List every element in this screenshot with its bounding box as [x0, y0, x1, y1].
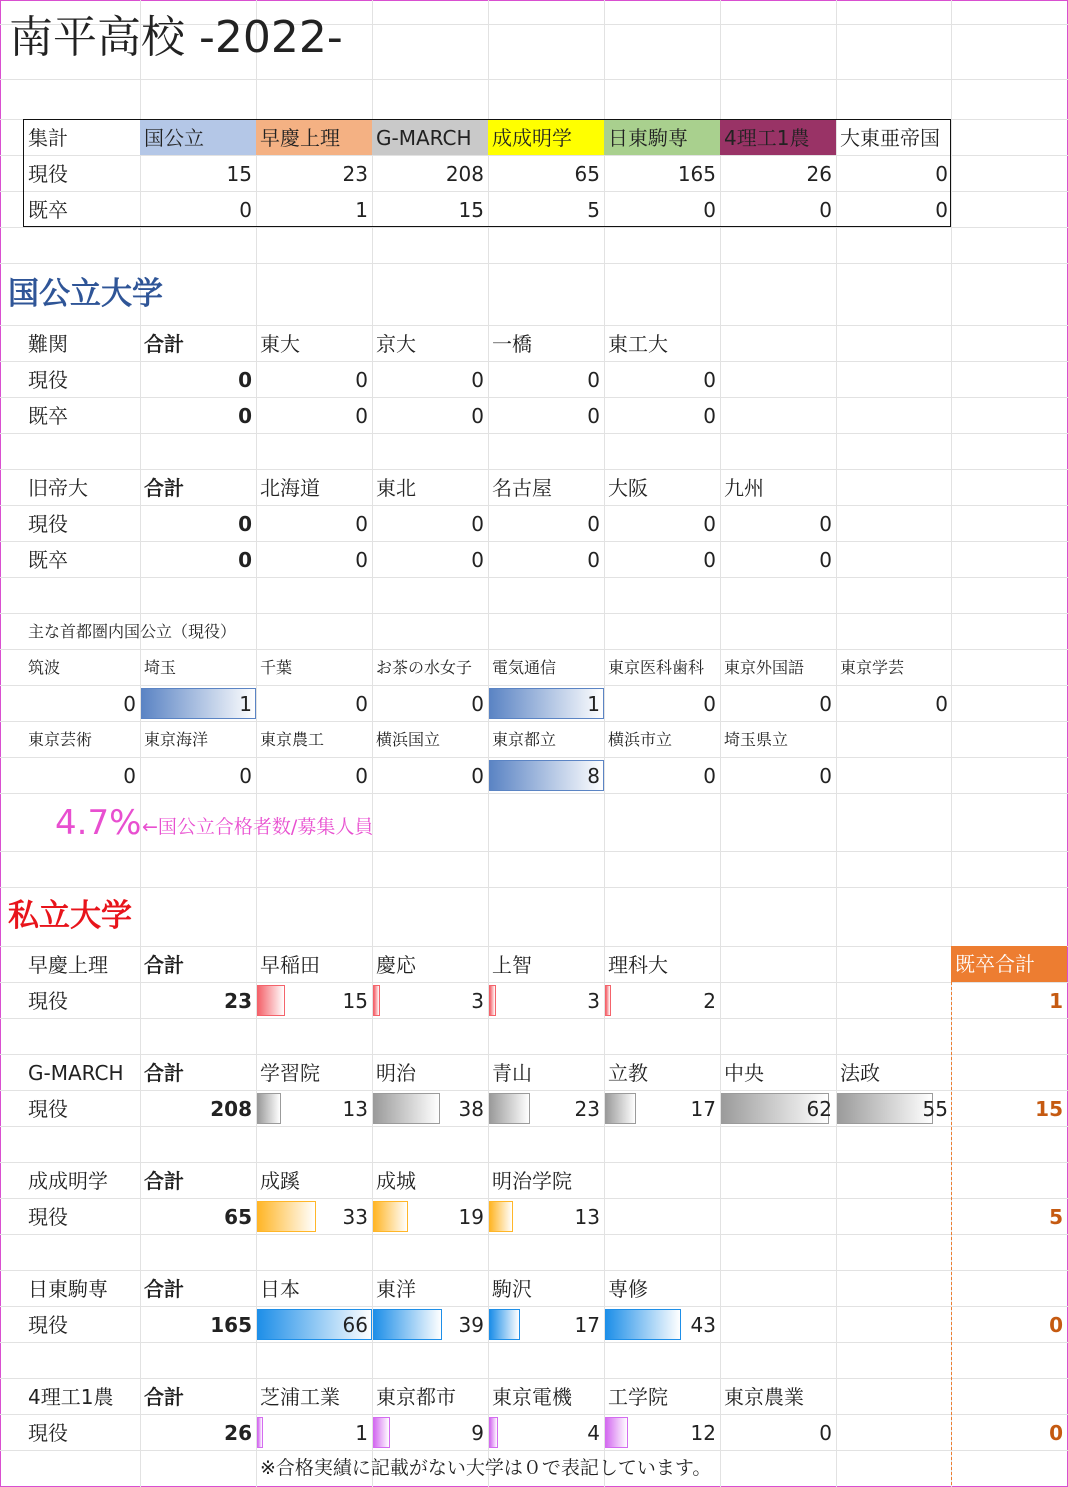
private-value-label: 15	[342, 989, 368, 1013]
private-value-cell	[720, 1091, 836, 1126]
nankan-header-cell: 東大	[260, 332, 300, 356]
capital-value-cell	[256, 686, 372, 721]
capital-value-cell	[488, 686, 604, 721]
gridline-horizontal	[0, 79, 1068, 80]
private-total-value: 26	[224, 1421, 252, 1445]
private-value-cell	[604, 1415, 720, 1450]
private-school-name: 青山	[492, 1061, 532, 1085]
gridline-horizontal	[0, 1450, 1068, 1451]
private-data-bar	[373, 1201, 408, 1232]
private-data-bar	[257, 1417, 263, 1448]
private-school-name: 専修	[608, 1277, 648, 1301]
private-value-cell	[372, 983, 488, 1018]
private-data-bar	[605, 1093, 636, 1124]
capital-value-cell	[836, 686, 952, 721]
kyuteidai-row-label: 現役	[28, 512, 68, 536]
private-school-name: 東洋	[376, 1277, 416, 1301]
private-data-bar	[373, 1093, 440, 1124]
private-school-name: 東京電機	[492, 1385, 572, 1409]
private-school-name: 法政	[840, 1061, 880, 1085]
gridline-horizontal	[0, 263, 1068, 264]
kyuteidai-header-cell: 名古屋	[492, 476, 552, 500]
private-value-label: 1	[355, 1421, 368, 1445]
private-total-label: 合計	[144, 1169, 184, 1193]
capital-value-label: 0	[703, 764, 716, 788]
private-data-bar	[373, 1309, 442, 1340]
private-row-label: 現役	[28, 1421, 68, 1445]
private-school-name: 慶応	[376, 953, 416, 977]
summary-value-cell: 5	[587, 198, 600, 222]
private-data-bar	[605, 1417, 628, 1448]
national-ratio-note: ←国公立合格者数/募集人員	[142, 816, 374, 838]
capital-school-name: 埼玉	[144, 658, 177, 677]
private-value-cell	[488, 983, 604, 1018]
kyuteidai-value-cell: 0	[587, 548, 600, 572]
kisotsu-value: 0	[1049, 1421, 1063, 1445]
capital-school-name: 埼玉県立	[724, 730, 789, 749]
capital-school-name: 東京学芸	[840, 658, 905, 677]
private-value-cell	[720, 1415, 836, 1450]
kyuteidai-header-cell: 旧帝大	[28, 476, 88, 500]
capital-value-label: 0	[935, 692, 948, 716]
private-value-label: 17	[574, 1313, 600, 1337]
private-school-name: 駒沢	[492, 1277, 532, 1301]
national-heading: 国公立大学	[8, 276, 163, 312]
summary-value-cell: 23	[342, 162, 368, 186]
gridline-horizontal	[0, 1342, 1068, 1343]
nankan-header-cell: 難関	[28, 332, 68, 356]
kyuteidai-header-cell: 東北	[376, 476, 416, 500]
private-total-value: 165	[210, 1313, 252, 1337]
capital-value-cell	[24, 758, 140, 793]
capital-value-label: 1	[239, 692, 252, 716]
capital-school-name: お茶の水女子	[376, 658, 473, 677]
private-value-cell	[488, 1199, 604, 1234]
gridline-horizontal	[0, 793, 1068, 794]
capital-value-label: 1	[587, 692, 600, 716]
private-total-value: 208	[210, 1097, 252, 1121]
capital-value-label: 0	[471, 764, 484, 788]
private-value-label: 39	[458, 1313, 484, 1337]
nankan-value-cell: 0	[471, 404, 484, 428]
private-row-label: 現役	[28, 1205, 68, 1229]
capital-value-cell	[140, 758, 256, 793]
nankan-value-cell: 0	[587, 404, 600, 428]
nankan-value-cell: 0	[703, 368, 716, 392]
summary-value-cell: 26	[806, 162, 832, 186]
capital-value-label: 0	[239, 764, 252, 788]
capital-value-label: 0	[819, 764, 832, 788]
private-value-label: 33	[342, 1205, 368, 1229]
private-school-name: 東京農業	[724, 1385, 804, 1409]
summary-header-cell: 成成明学	[488, 120, 604, 155]
page-title: 南平高校 -2022-	[9, 12, 343, 63]
private-data-bar	[489, 1093, 530, 1124]
private-value-cell	[604, 983, 720, 1018]
capital-value-cell	[140, 686, 256, 721]
private-value-label: 9	[471, 1421, 484, 1445]
private-data-bar	[373, 985, 380, 1016]
kyuteidai-header-cell: 九州	[724, 476, 764, 500]
gridline-horizontal	[0, 1234, 1068, 1235]
nankan-header-cell: 東工大	[608, 332, 668, 356]
private-heading: 私立大学	[8, 898, 132, 934]
kyuteidai-header-cell: 北海道	[260, 476, 320, 500]
private-value-cell	[372, 1091, 488, 1126]
private-value-label: 2	[703, 989, 716, 1013]
capital-value-label: 0	[471, 692, 484, 716]
capital-value-cell	[24, 686, 140, 721]
kyuteidai-value-cell: 0	[471, 512, 484, 536]
summary-header-cell: G-MARCH	[372, 120, 488, 155]
capital-school-name: 東京農工	[260, 730, 325, 749]
nankan-value-cell: 0	[238, 368, 252, 392]
nankan-value-cell: 0	[355, 404, 368, 428]
kyuteidai-value-cell: 0	[238, 512, 252, 536]
capital-value-cell	[720, 686, 836, 721]
private-value-label: 3	[471, 989, 484, 1013]
private-school-name: 学習院	[260, 1061, 320, 1085]
capital-value-label: 0	[123, 764, 136, 788]
gridline-horizontal	[0, 577, 1068, 578]
private-school-name: 成城	[376, 1169, 416, 1193]
private-value-label: 13	[342, 1097, 368, 1121]
capital-school-name: 東京海洋	[144, 730, 209, 749]
kisotsu-value: 0	[1049, 1313, 1063, 1337]
private-data-bar	[257, 985, 285, 1016]
private-row-label: 現役	[28, 1313, 68, 1337]
private-school-name: 上智	[492, 953, 532, 977]
gridline-horizontal	[0, 433, 1068, 434]
summary-value-cell: 15	[458, 198, 484, 222]
summary-header-cell: 国公立	[140, 120, 256, 155]
private-value-cell	[256, 1199, 372, 1234]
private-group-name: 日東駒専	[28, 1277, 108, 1301]
summary-value-cell: 165	[677, 162, 716, 186]
kyuteidai-value-cell: 0	[355, 512, 368, 536]
gridline-horizontal	[0, 1018, 1068, 1019]
private-group-name: 4理工1農	[28, 1385, 114, 1409]
capital-school-name: 東京外国語	[724, 658, 805, 677]
nankan-value-cell: 0	[587, 368, 600, 392]
capital-value-cell	[604, 686, 720, 721]
private-total-label: 合計	[144, 1385, 184, 1409]
private-school-name: 中央	[724, 1061, 764, 1085]
gridline-horizontal	[0, 887, 1068, 888]
private-school-name: 立教	[608, 1061, 648, 1085]
summary-row-label: 既卒	[28, 198, 68, 222]
private-value-cell	[256, 1091, 372, 1126]
private-value-cell	[836, 1091, 952, 1126]
summary-value-cell: 208	[445, 162, 484, 186]
private-value-cell	[372, 1307, 488, 1342]
capital-value-label: 0	[355, 692, 368, 716]
gridline-horizontal	[0, 227, 1068, 228]
private-school-name: 明治	[376, 1061, 416, 1085]
private-value-cell	[604, 1307, 720, 1342]
capital-value-label: 0	[355, 764, 368, 788]
private-value-cell	[256, 1307, 372, 1342]
summary-value-cell: 15	[226, 162, 252, 186]
private-value-label: 4	[587, 1421, 600, 1445]
private-value-cell	[488, 1415, 604, 1450]
private-data-bar	[489, 1417, 498, 1448]
capital-school-name: 電気通信	[492, 658, 557, 677]
kisotsu-value: 15	[1035, 1097, 1063, 1121]
private-value-label: 66	[342, 1313, 368, 1337]
private-data-bar	[373, 1417, 390, 1448]
private-data-bar	[605, 1309, 681, 1340]
private-data-bar	[489, 1201, 513, 1232]
summary-value-cell: 0	[819, 198, 832, 222]
private-group-name: 成成明学	[28, 1169, 108, 1193]
capital-value-label: 0	[123, 692, 136, 716]
private-data-bar	[489, 1309, 520, 1340]
private-school-name: 早稲田	[260, 953, 320, 977]
gridline-horizontal	[0, 1126, 1068, 1127]
kisotsu-value: 1	[1049, 989, 1063, 1013]
capital-school-name: 千葉	[260, 658, 293, 677]
capital-school-name: 東京芸術	[28, 730, 93, 749]
nankan-value-cell: 0	[471, 368, 484, 392]
capital-value-label: 0	[819, 692, 832, 716]
capital-value-cell	[604, 758, 720, 793]
private-value-label: 3	[587, 989, 600, 1013]
kyuteidai-value-cell: 0	[703, 512, 716, 536]
private-value-cell	[372, 1415, 488, 1450]
nankan-header-cell: 京大	[376, 332, 416, 356]
private-value-label: 55	[922, 1097, 948, 1121]
private-school-name: 成蹊	[260, 1169, 300, 1193]
summary-header-cell: 集計	[28, 126, 68, 150]
private-school-name: 工学院	[608, 1385, 668, 1409]
kyuteidai-value-cell: 0	[587, 512, 600, 536]
nankan-value-cell: 0	[703, 404, 716, 428]
kyuteidai-value-cell: 0	[703, 548, 716, 572]
private-group-name: G-MARCH	[28, 1061, 124, 1085]
kyuteidai-header-cell: 大阪	[608, 476, 648, 500]
summary-header-cell: 大東亜帝国	[840, 126, 940, 150]
private-school-name: 理科大	[608, 953, 668, 977]
capital-school-name: 横浜市立	[608, 730, 673, 749]
footnote: ※合格実績に記載がない大学は０で表記しています。	[260, 1457, 712, 1479]
nankan-header-cell: 一橋	[492, 332, 532, 356]
capital-school-name: 東京医科歯科	[608, 658, 705, 677]
private-value-label: 43	[690, 1313, 716, 1337]
private-school-name: 東京都市	[376, 1385, 456, 1409]
kyuteidai-value-cell: 0	[819, 512, 832, 536]
private-value-label: 13	[574, 1205, 600, 1229]
private-total-value: 23	[224, 989, 252, 1013]
capital-school-name: 横浜国立	[376, 730, 441, 749]
kyuteidai-row-label: 既卒	[28, 548, 68, 572]
summary-value-cell: 0	[703, 198, 716, 222]
private-total-label: 合計	[144, 953, 184, 977]
summary-value-cell: 0	[239, 198, 252, 222]
capital-value-label: 0	[703, 692, 716, 716]
private-school-name: 芝浦工業	[260, 1385, 340, 1409]
summary-header-cell: 4理工1農	[720, 120, 836, 155]
private-value-label: 19	[458, 1205, 484, 1229]
nankan-value-cell: 0	[238, 404, 252, 428]
private-value-cell	[256, 983, 372, 1018]
private-value-cell	[604, 1091, 720, 1126]
capital-value-cell	[720, 758, 836, 793]
summary-value-cell: 1	[355, 198, 368, 222]
nankan-header-cell: 合計	[144, 332, 184, 356]
private-row-label: 現役	[28, 1097, 68, 1121]
kyuteidai-value-cell: 0	[819, 548, 832, 572]
capital-school-name: 東京都立	[492, 730, 557, 749]
summary-value-cell: 0	[935, 162, 948, 186]
private-school-name: 日本	[260, 1277, 300, 1301]
private-value-label: 23	[574, 1097, 600, 1121]
private-value-cell	[256, 1415, 372, 1450]
summary-header-cell: 日東駒専	[604, 120, 720, 155]
kisotsu-header: 既卒合計	[951, 946, 1067, 982]
kisotsu-value: 5	[1049, 1205, 1063, 1229]
private-value-label: 12	[690, 1421, 716, 1445]
private-school-name: 明治学院	[492, 1169, 572, 1193]
kyuteidai-value-cell: 0	[238, 548, 252, 572]
private-row-label: 現役	[28, 989, 68, 1013]
summary-header-cell: 早慶上理	[256, 120, 372, 155]
nankan-row-label: 既卒	[28, 404, 68, 428]
private-value-cell	[488, 1091, 604, 1126]
private-data-bar	[489, 985, 496, 1016]
capital-value-cell	[372, 686, 488, 721]
summary-value-cell: 0	[935, 198, 948, 222]
private-value-cell	[372, 1199, 488, 1234]
private-value-label: 62	[806, 1097, 832, 1121]
private-data-bar	[605, 985, 611, 1016]
private-value-cell	[488, 1307, 604, 1342]
private-total-label: 合計	[144, 1277, 184, 1301]
capital-title: 主な首都圏内国公立（現役）	[28, 622, 237, 641]
private-value-label: 17	[690, 1097, 716, 1121]
national-ratio: 4.7%	[55, 803, 142, 843]
private-group-name: 早慶上理	[28, 953, 108, 977]
kyuteidai-header-cell: 合計	[144, 476, 184, 500]
private-total-value: 65	[224, 1205, 252, 1229]
kyuteidai-value-cell: 0	[471, 548, 484, 572]
capital-value-cell	[488, 758, 604, 793]
private-data-bar	[257, 1201, 316, 1232]
kyuteidai-value-cell: 0	[355, 548, 368, 572]
private-data-bar	[837, 1093, 933, 1124]
nankan-row-label: 現役	[28, 368, 68, 392]
private-value-label: 0	[819, 1421, 832, 1445]
summary-value-cell: 65	[574, 162, 600, 186]
nankan-value-cell: 0	[355, 368, 368, 392]
gridline-horizontal	[0, 851, 1068, 852]
private-data-bar	[257, 1093, 281, 1124]
capital-value-cell	[372, 758, 488, 793]
capital-school-name: 筑波	[28, 658, 61, 677]
capital-value-cell	[256, 758, 372, 793]
summary-row-label: 現役	[28, 162, 68, 186]
private-value-label: 38	[458, 1097, 484, 1121]
capital-value-label: 8	[587, 764, 600, 788]
private-total-label: 合計	[144, 1061, 184, 1085]
